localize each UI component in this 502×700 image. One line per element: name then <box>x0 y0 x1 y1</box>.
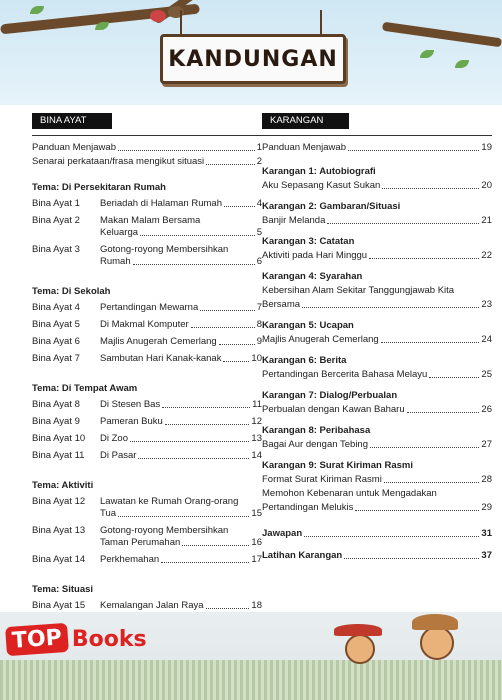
toc-entry-jawapan: Jawapan 31 <box>262 528 492 539</box>
title-board <box>160 34 346 84</box>
bina-ayat-column <box>32 113 262 617</box>
header-illustration <box>0 0 502 105</box>
toc-entry: Panduan Menjawab 19 <box>262 142 492 153</box>
hat-icon <box>412 614 458 630</box>
toc-entry: Senarai perkataan/frasa mengikut situasi 2 <box>32 156 262 167</box>
toc-entry: Bina Ayat 6 Majlis Anugerah Cemerlang 9 <box>32 336 262 347</box>
leaf-icon <box>420 50 434 58</box>
theme-heading: Tema: Di Sekolah <box>32 286 111 297</box>
karangan-heading: Karangan 1: Autobiografi <box>262 166 376 177</box>
hat-icon <box>334 624 382 636</box>
toc-entry: Bina Ayat 12 Lawatan ke Rumah Orang-orang Tua 15 <box>32 496 262 519</box>
toc-entry-line: Kebersihan Alam Sekitar Tanggungjawab Kita <box>262 285 455 296</box>
karangan-heading: Karangan 5: Ucapan <box>262 320 354 331</box>
toc-entry-line: Memohon Kebenaran untuk Mengadakan <box>262 488 437 499</box>
logo-books-text: Books <box>71 627 147 652</box>
karangan-heading: Karangan 8: Peribahasa <box>262 425 371 436</box>
toc-entry: Bina Ayat 11 Di Pasar 14 <box>32 450 262 461</box>
toc-entry: Bina Ayat 3 Gotong-royong Membersihkan Rumah 6 <box>32 244 262 267</box>
theme-heading: Tema: Di Persekitaran Rumah <box>32 182 166 193</box>
toc-entry: Bina Ayat 14 Perkhemahan 17 <box>32 554 262 565</box>
toc-entry: Format Surat Kiriman Rasmi 28 <box>262 474 492 485</box>
tree-branch <box>382 22 502 48</box>
toc-entry: Panduan Menjawab 1 <box>32 142 262 153</box>
theme-heading: Tema: Di Tempat Awam <box>32 383 138 394</box>
toc-entry: Bina Ayat 13 Gotong-royong Membersihkan Taman Perumahan 16 <box>32 525 262 548</box>
karangan-heading: Karangan 6: Berita <box>262 355 347 366</box>
bird-icon <box>150 10 166 22</box>
karangan-heading: Karangan 9: Surat Kiriman Rasmi <box>262 460 413 471</box>
toc-entry: Pertandingan Melukis 29 <box>262 502 492 513</box>
divider <box>262 135 492 136</box>
toc-entry: Bagai Aur dengan Tebing 27 <box>262 439 492 450</box>
toc-entry: Bina Ayat 7 Sambutan Hari Kanak-kanak 10 <box>32 353 262 364</box>
logo-top-text: TOP <box>5 623 69 656</box>
toc-entry: Bina Ayat 15 Kemalangan Jalan Raya 18 <box>32 600 262 611</box>
section-label-bina-ayat: BINA AYAT <box>32 113 112 129</box>
leaf-icon <box>30 6 44 14</box>
toc-entry: Bina Ayat 1 Beriadah di Halaman Rumah 4 <box>32 198 262 209</box>
toc-entry: Bina Ayat 4 Pertandingan Mewarna 7 <box>32 302 262 313</box>
divider <box>32 135 262 136</box>
toc-entry: Bina Ayat 9 Pameran Buku 12 <box>32 416 262 427</box>
toc-entry-latihan: Latihan Karangan 37 <box>262 550 492 561</box>
toc-entry: Bina Ayat 2 Makan Malam Bersama Keluarga 5 <box>32 215 262 238</box>
karangan-heading: Karangan 2: Gambaran/Situasi <box>262 201 401 212</box>
leaf-icon <box>95 22 109 30</box>
karangan-heading: Karangan 4: Syarahan <box>262 271 363 282</box>
toc-entry: Bina Ayat 5 Di Makmal Komputer 8 <box>32 319 262 330</box>
scarecrow-icon <box>345 634 375 664</box>
karangan-column <box>262 113 492 564</box>
toc-entry: Bina Ayat 8 Di Stesen Bas 11 <box>32 399 262 410</box>
grass <box>0 660 502 700</box>
toc-entry: Bina Ayat 10 Di Zoo 13 <box>32 433 262 444</box>
karangan-heading: Karangan 3: Catatan <box>262 236 355 247</box>
toc-entry: Majlis Anugerah Cemerlang 24 <box>262 334 492 345</box>
karangan-heading: Karangan 7: Dialog/Perbualan <box>262 390 398 401</box>
toc-entry: Perbualan dengan Kawan Baharu 26 <box>262 404 492 415</box>
theme-heading: Tema: Aktiviti <box>32 480 94 491</box>
toc-entry: Aktiviti pada Hari Minggu 22 <box>262 250 492 261</box>
toc-entry: Bersama 23 <box>262 299 492 310</box>
page-title: KANDUNGAN <box>168 46 338 72</box>
section-label-karangan: KARANGAN <box>262 113 349 129</box>
topbooks-logo <box>6 625 147 654</box>
toc-entry: Pertandingan Bercerita Bahasa Melayu 25 <box>262 369 492 380</box>
scarecrow-icon <box>420 626 454 660</box>
toc-entry: Banjir Melanda 21 <box>262 215 492 226</box>
theme-heading: Tema: Situasi <box>32 584 94 595</box>
toc-entry: Aku Sepasang Kasut Sukan 20 <box>262 180 492 191</box>
leaf-icon <box>455 60 469 68</box>
